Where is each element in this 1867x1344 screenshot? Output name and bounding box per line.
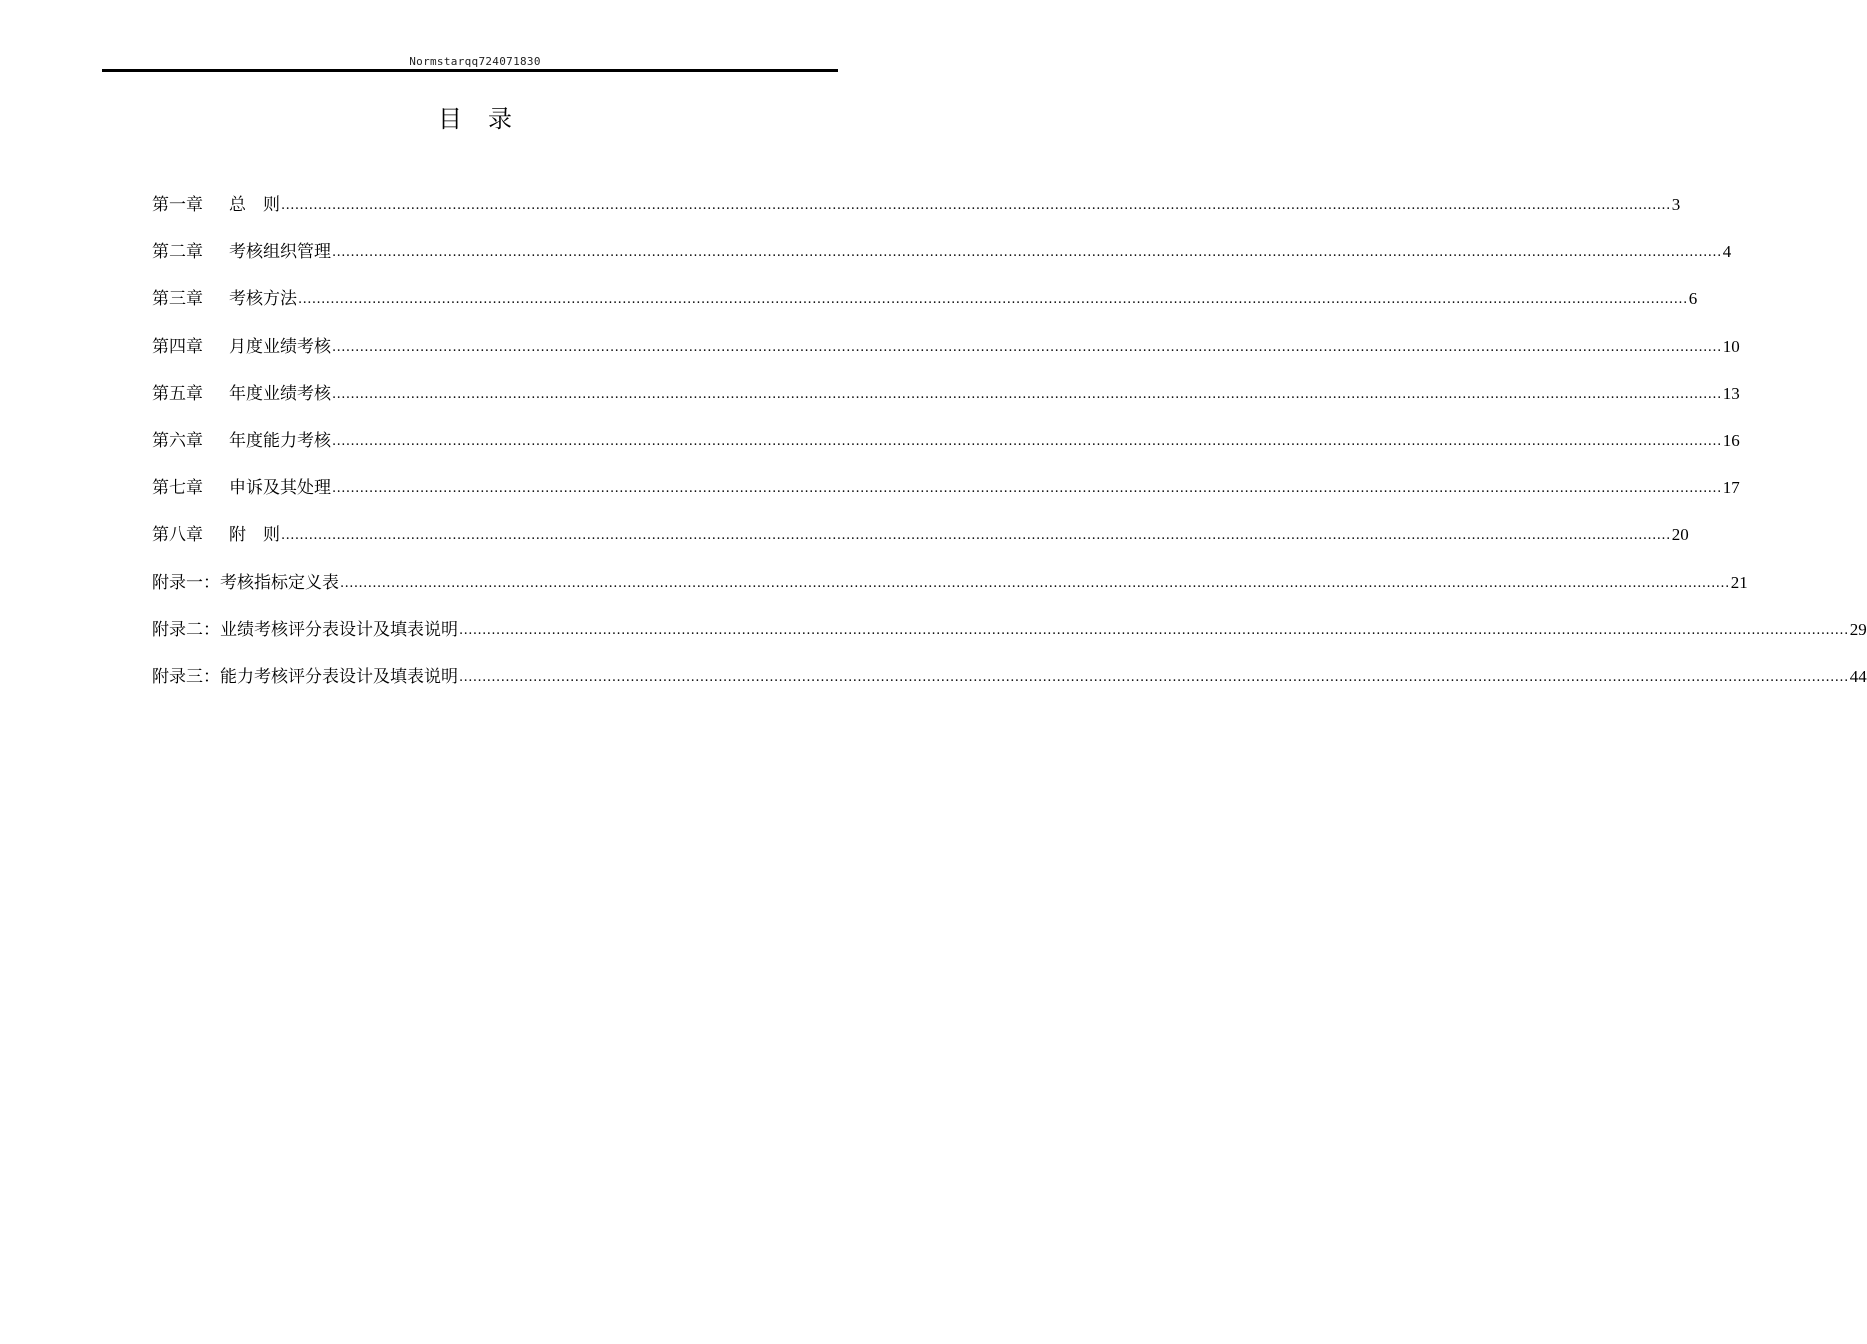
toc-page-number: 13: [1722, 383, 1740, 403]
toc-leader-dots: ............................................................................................................................................................................................................................................................................................................: [332, 245, 1722, 261]
toc-entry[interactable]: [152, 618, 1867, 665]
toc-chapter-label: 第四章: [152, 336, 203, 357]
toc-leader-dots: ............................................................................................................................................................................................................................................................................................................: [298, 292, 1688, 308]
toc-entry[interactable]: [152, 240, 1732, 287]
toc-entry[interactable]: [152, 382, 1740, 429]
toc-entry-title: 考核组织管理: [229, 242, 331, 263]
toc-entry[interactable]: [152, 476, 1740, 523]
toc-appendix-label: 附录二：: [152, 619, 220, 640]
toc-leader-dots: ............................................................................................................................................................................................................................................................................................................: [459, 622, 1849, 638]
toc-page-number: 44: [1849, 666, 1867, 686]
toc-entry[interactable]: [152, 429, 1740, 476]
toc-entry[interactable]: [152, 287, 1698, 334]
toc-entry[interactable]: [152, 571, 1748, 618]
toc-leader-dots: ............................................................................................................................................................................................................................................................................................................: [281, 198, 1671, 213]
toc-page-number: 3: [1671, 195, 1681, 214]
toc-chapter-label: 第一章: [152, 195, 203, 215]
toc-entry-title: 考核指标定义表: [220, 572, 339, 593]
toc-chapter-label: 第六章: [152, 430, 203, 451]
toc-page-number: 4: [1722, 242, 1732, 262]
toc-chapter-label: 第八章: [152, 525, 203, 546]
toc-entry[interactable]: [152, 193, 1681, 240]
toc-page-number: 29: [1849, 619, 1867, 639]
toc-leader-dots: ............................................................................................................................................................................................................................................................................................................: [281, 528, 1671, 544]
toc-entry-title: 申诉及其处理: [229, 478, 331, 499]
toc-entry-title: 考核方法: [229, 289, 297, 310]
toc-leader-dots: ............................................................................................................................................................................................................................................................................................................: [459, 669, 1849, 685]
header-rule: [102, 69, 838, 72]
page-header-text: Normstarqq724071830: [409, 55, 541, 68]
toc-entry-title: 总 则: [229, 195, 280, 215]
toc-page-number: 21: [1730, 572, 1748, 592]
toc-entry-title: 月度业绩考核: [229, 336, 331, 357]
toc-page-number: 6: [1688, 289, 1698, 309]
toc-page-number: 17: [1722, 478, 1740, 498]
toc-chapter-label: 第七章: [152, 478, 203, 499]
toc-entry[interactable]: [152, 523, 1689, 570]
table-of-contents: [152, 193, 1867, 712]
toc-page-number: 16: [1722, 430, 1740, 450]
toc-title: [0, 99, 950, 134]
toc-leader-dots: ............................................................................................................................................................................................................................................................................................................: [332, 481, 1722, 497]
toc-entry-title: 年度业绩考核: [229, 383, 331, 404]
toc-leader-dots: ............................................................................................................................................................................................................................................................................................................: [332, 433, 1722, 449]
toc-entry-title: 业绩考核评分表设计及填表说明: [220, 619, 458, 640]
toc-title-char-1: 目: [438, 105, 462, 133]
toc-chapter-label: 第二章: [152, 242, 203, 263]
toc-entry[interactable]: [152, 665, 1867, 712]
toc-entry-title: 年度能力考核: [229, 430, 331, 451]
toc-appendix-label: 附录一：: [152, 572, 220, 593]
toc-leader-dots: ............................................................................................................................................................................................................................................................................................................: [340, 575, 1730, 591]
toc-entry[interactable]: [152, 335, 1740, 382]
toc-entry-title: 能力考核评分表设计及填表说明: [220, 666, 458, 687]
toc-appendix-label: 附录三：: [152, 666, 220, 687]
toc-page-number: 10: [1722, 336, 1740, 356]
toc-chapter-label: 第三章: [152, 289, 203, 310]
toc-entry-title: 附 则: [229, 525, 280, 546]
toc-leader-dots: ............................................................................................................................................................................................................................................................................................................: [332, 386, 1722, 402]
toc-chapter-label: 第五章: [152, 383, 203, 404]
toc-page-number: 20: [1671, 525, 1689, 545]
toc-title-char-2: 录: [488, 105, 512, 133]
toc-leader-dots: ............................................................................................................................................................................................................................................................................................................: [332, 339, 1722, 355]
